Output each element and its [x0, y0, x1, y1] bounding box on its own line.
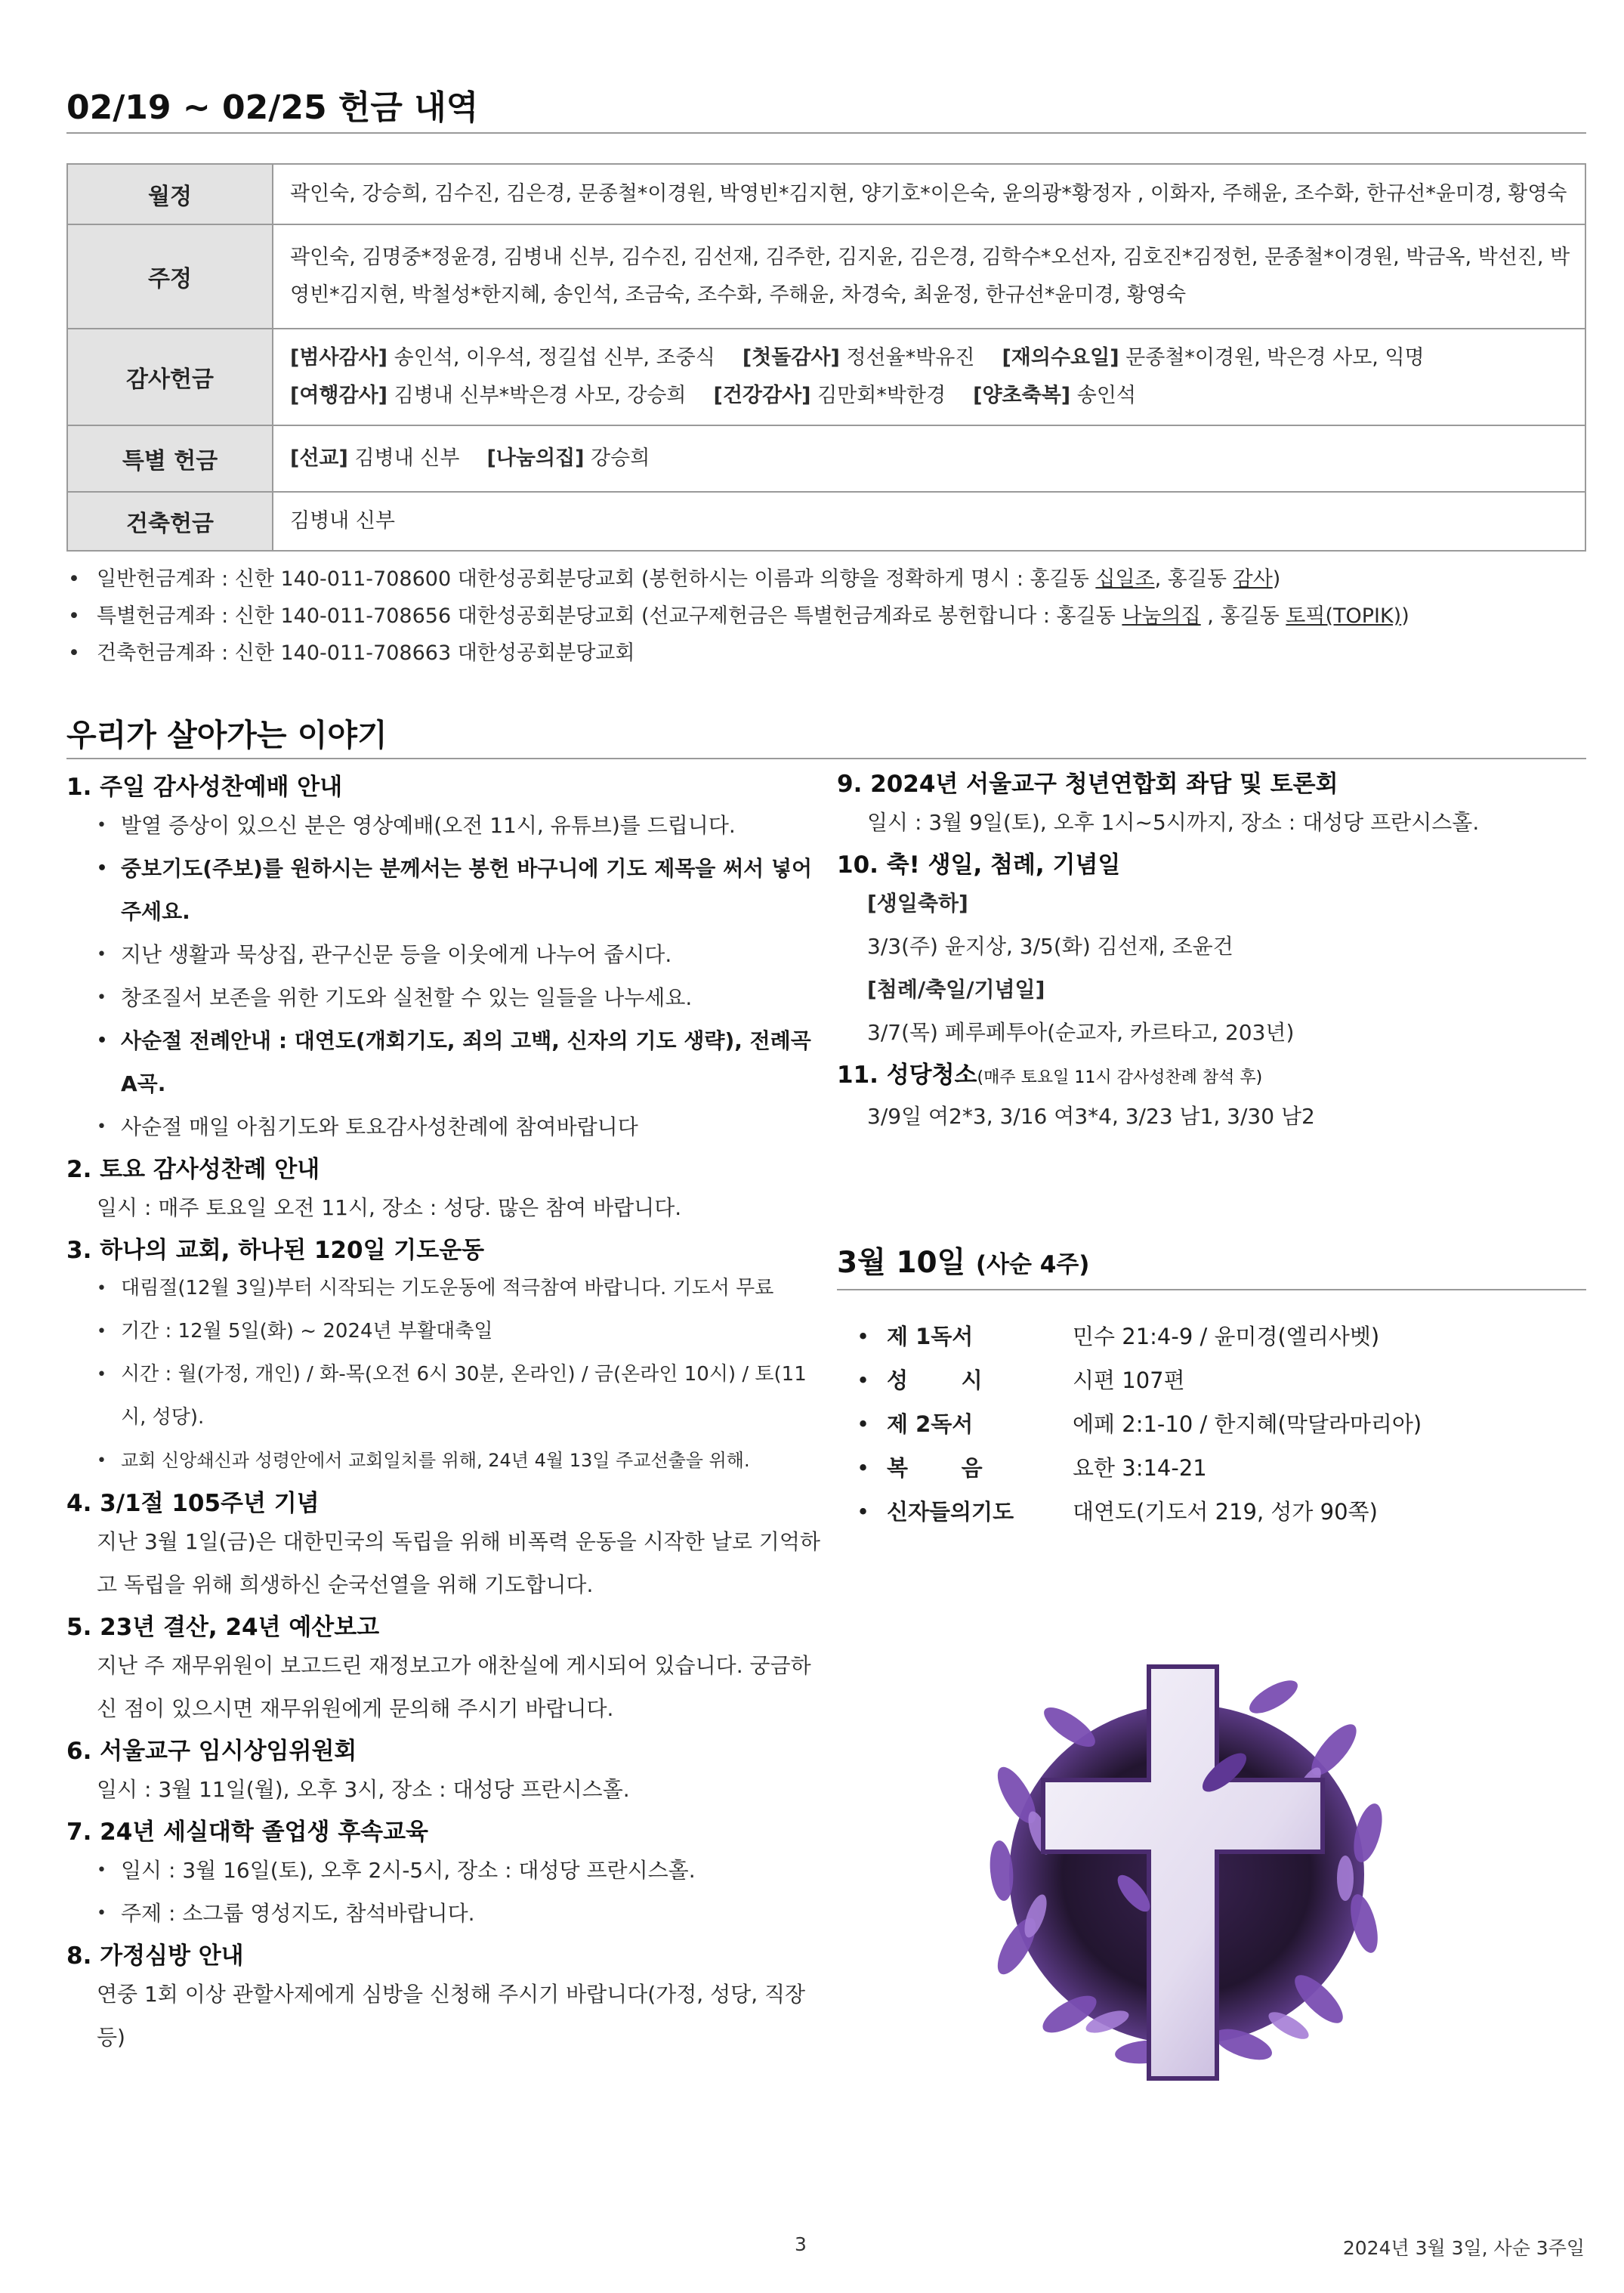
stories-title-rule [66, 758, 1586, 759]
account-general-mid: , 홍길동 [1154, 567, 1233, 591]
offering-label-weekly: 주정 [67, 224, 273, 329]
story-title-note: (매주 토요일 11시 감사성찬례 참석 후) [977, 1068, 1263, 1087]
reading-label: 제 1독서 [887, 1324, 974, 1349]
story-text: 3/7(목) 페루페투아(순교자, 카르타고, 203년) [867, 1020, 1295, 1045]
story-title [837, 1058, 1586, 1095]
story-item-2 [66, 1153, 822, 1229]
offering-label-special: 특별 헌금 [67, 425, 273, 492]
reading-label: 제 2독서 [887, 1411, 974, 1437]
footer-date: 2024년 3월 3일, 사순 3주일 [1342, 2237, 1585, 2259]
story-text: 지난 주 재무위원이 보고드린 재정보고가 애찬실에 게시되어 있습니다. 궁금하신 점이 있으시면 재무위원에게 문의해 주시기 바랍니다. [97, 1653, 811, 1721]
offering-thanks-cell [273, 329, 1585, 425]
offering-row-thanks [67, 329, 1585, 425]
story-item-10 [837, 848, 1586, 1054]
special-tag: [선교] [290, 447, 348, 470]
account-building-text: 건축헌금계좌 : 신한 140-011-708663 대한성공회분당교회 [97, 641, 635, 665]
story-title: 10. 축! 생일, 첨례, 기념일 [837, 851, 1121, 879]
thanks-tag: [여행감사] [290, 384, 388, 407]
story-title: 1. 주일 감사성찬예배 안내 [66, 774, 343, 801]
thanks-tag: [첫돌감사] [742, 346, 840, 369]
story-title: 5. 23년 결산, 24년 예산보고 [66, 1614, 380, 1641]
story-bullet: • 대림절(12월 3일)부터 시작되는 기도운동에 적극참여 바랍니다. 기도서 무료 [66, 1267, 822, 1310]
special-names: 김병내 신부 [354, 447, 460, 470]
thanks-tag: [건강감사] [713, 384, 811, 407]
thanks-names: 정선율*박유진 [846, 346, 975, 369]
story-bullet: • 사순절 매일 아침기도와 토요감사성찬례에 참여바랍니다 [66, 1105, 822, 1148]
special-tag: [나눔의집] [486, 447, 585, 470]
stories-left-column [66, 771, 822, 2063]
story-bullet: • 지난 생활과 묵상집, 관구신문 등을 이웃에게 나누어 줍시다. [66, 933, 822, 976]
story-title: 9. 2024년 서울교구 청년연합회 좌담 및 토론회 [837, 771, 1338, 798]
account-general-text: 일반헌금계좌 : 신한 140-011-708600 대한성공회분당교회 (봉헌하시는 이름과 의향을 정확하게 명시 : 홍길동 [97, 567, 1096, 591]
story-item-5 [66, 1611, 822, 1730]
reading-text: 대연도(기도서 219, 성가 90쪽) [1073, 1499, 1378, 1525]
reading-label: 신자들의기도 [887, 1499, 1014, 1525]
offering-names-weekly: 곽인숙, 김명중*정윤경, 김병내 신부, 김수진, 김선재, 김주한, 김지윤, 김은경, 김학수*오선자, 김호진*김정헌, 문종철*이경원, 박금옥, 박선진, 박영빈*김지현, 박철성*한지혜, 송인석, 조금숙, 조수화, 주해윤, 차경숙, 최윤정, 한규선*윤미경, 황영숙 [273, 224, 1585, 329]
story-subheading: [첨례/축일/기념일] [867, 977, 1045, 1002]
reading-text: 민수 21:4-9 / 윤미경(엘리사벳) [1073, 1324, 1380, 1349]
story-title: 6. 서울교구 임시상임위원회 [66, 1738, 357, 1765]
story-text: 3/9일 여2*3, 3/16 여3*4, 3/23 남1, 3/30 남2 [867, 1104, 1315, 1129]
reading-label: 복 음 [887, 1455, 983, 1481]
account-special-mid: , 홍길동 [1200, 604, 1286, 628]
offering-title-rule [66, 132, 1586, 134]
account-building [66, 635, 1409, 672]
story-text: 일시 : 매주 토요일 오전 11시, 장소 : 성당. 많은 참여 바랍니다. [97, 1195, 682, 1220]
offering-row-weekly [67, 224, 1585, 329]
story-title: 8. 가정심방 안내 [66, 1942, 244, 1970]
story-item-6 [66, 1735, 822, 1811]
thanks-names: 김만회*박한경 [817, 384, 946, 407]
thanks-tag: [양초축복] [973, 384, 1071, 407]
story-item-4 [66, 1487, 822, 1606]
offering-row-building [67, 492, 1585, 551]
story-item-3 [66, 1234, 822, 1482]
story-title-text: 11. 성당청소 [837, 1062, 977, 1089]
account-special-u1: 나눔의집 [1122, 604, 1201, 628]
story-item-8 [66, 1939, 822, 2059]
offering-names-monthly: 곽인숙, 강승희, 김수진, 김은경, 문종철*이경원, 박영빈*김지현, 양기호*이은숙, 윤의광*황정자 , 이화자, 주해윤, 조수화, 한규선*윤미경, 황영숙 [273, 164, 1585, 224]
story-title: 4. 3/1절 105주년 기념 [66, 1490, 320, 1517]
offering-title: 02/19 ~ 02/25 헌금 내역 [66, 88, 479, 127]
readings-title-date: 3월 10일 [837, 1246, 966, 1280]
offering-row-monthly [67, 164, 1585, 224]
story-item-11 [837, 1058, 1586, 1138]
story-text: 일시 : 3월 9일(토), 오후 1시~5시까지, 장소 : 대성당 프란시스홀. [867, 810, 1480, 835]
story-text: 3/3(주) 윤지상, 3/5(화) 김선재, 조윤건 [867, 934, 1233, 959]
account-list [66, 561, 1409, 672]
account-special-text: 특별헌금계좌 : 신한 140-011-708656 대한성공회분당교회 (선교구제헌금은 특별헌금계좌로 봉헌합니다 : 홍길동 [97, 604, 1122, 628]
story-item-9 [837, 768, 1586, 844]
thanks-names: 김병내 신부*박은경 사모, 강승희 [394, 384, 687, 407]
story-bullet: • 교회 신앙쇄신과 성령안에서 교회일치를 위해, 24년 4월 13일 주교선출을 위해. [66, 1439, 822, 1482]
story-bullet: • 주제 : 소그룹 영성지도, 참석바랍니다. [66, 1892, 822, 1935]
offering-special-cell [273, 425, 1585, 492]
account-general-u2: 감사 [1233, 567, 1273, 591]
offering-table [66, 163, 1586, 552]
thanks-names: 문종철*이경원, 박은경 사모, 익명 [1125, 346, 1425, 369]
story-bullet: • 중보기도(주보)를 원하시는 분께서는 봉헌 바구니에 기도 제목을 써서 넣어주세요. [66, 847, 822, 933]
reading-text: 시편 107편 [1073, 1367, 1185, 1393]
story-bullet: • 일시 : 3월 16일(토), 오후 2시-5시, 장소 : 대성당 프란시스홀. [66, 1849, 822, 1892]
account-special-u2: 토픽(TOPIK) [1286, 604, 1402, 628]
reading-text: 요한 3:14-21 [1073, 1455, 1207, 1481]
reading-label: 성 시 [887, 1367, 983, 1393]
thanks-names: 송인석, 이우석, 정길섭 신부, 조중식 [394, 346, 715, 369]
story-bullet: • 시간 : 월(가정, 개인) / 화-목(오전 6시 30분, 온라인) / 금(온라인 10시) / 토(11시, 성당). [66, 1353, 822, 1439]
story-text: 일시 : 3월 11일(월), 오후 3시, 장소 : 대성당 프란시스홀. [97, 1777, 630, 1802]
account-special-end: ) [1401, 604, 1409, 628]
story-title: 3. 하나의 교회, 하나된 120일 기도운동 [66, 1237, 485, 1264]
story-bullet: • 기간 : 12월 5일(화) ~ 2024년 부활대축일 [66, 1310, 822, 1353]
stories-right-column [837, 768, 1586, 1142]
thanks-names: 송인석 [1076, 384, 1136, 407]
story-title: 7. 24년 세실대학 졸업생 후속교육 [66, 1819, 429, 1846]
reading-text: 에페 2:1-10 / 한지혜(막달라마리아) [1073, 1411, 1422, 1437]
readings-title [837, 1239, 1089, 1281]
readings-title-sub: (사순 4주) [975, 1251, 1090, 1278]
account-general-u1: 십일조 [1095, 567, 1155, 591]
account-general-end: ) [1272, 567, 1281, 591]
cross-wreath-icon [956, 1644, 1417, 2097]
stories-title: 우리가 살아가는 이야기 [66, 717, 387, 753]
page-number: 3 [795, 2233, 807, 2255]
story-bullet: • 사순절 전례안내 : 대연도(개회기도, 죄의 고백, 신자의 기도 생략), 전례곡 A곡. [66, 1019, 822, 1105]
offering-label-monthly: 월정 [67, 164, 273, 224]
story-item-7 [66, 1816, 822, 1935]
story-text: 연중 1회 이상 관할사제에게 심방을 신청해 주시기 바랍니다(가정, 성당, 직장 등) [97, 1982, 806, 2050]
story-item-1 [66, 771, 822, 1148]
story-title: 2. 토요 감사성찬례 안내 [66, 1156, 320, 1183]
thanks-tag: [재의수요일] [1002, 346, 1119, 369]
story-subheading: [생일축하] [867, 891, 968, 916]
thanks-tag: [범사감사] [290, 346, 388, 369]
offering-label-building: 건축헌금 [67, 492, 273, 551]
account-special [66, 598, 1409, 635]
story-text: 지난 3월 1일(금)은 대한민국의 독립을 위해 비폭력 운동을 시작한 날로 기억하고 독립을 위해 희생하신 순국선열을 위해 기도합니다. [97, 1529, 820, 1597]
offering-row-special [67, 425, 1585, 492]
offering-label-thanks: 감사헌금 [67, 329, 273, 425]
story-bullet: • 발열 증상이 있으신 분은 영상예배(오전 11시, 유튜브)를 드립니다. [66, 804, 822, 847]
special-names: 강승희 [591, 447, 650, 470]
story-bullet: • 창조질서 보존을 위한 기도와 실천할 수 있는 일들을 나누세요. [66, 976, 822, 1019]
offering-names-building: 김병내 신부 [273, 492, 1585, 551]
readings-rule [837, 1289, 1586, 1290]
account-general [66, 561, 1409, 598]
